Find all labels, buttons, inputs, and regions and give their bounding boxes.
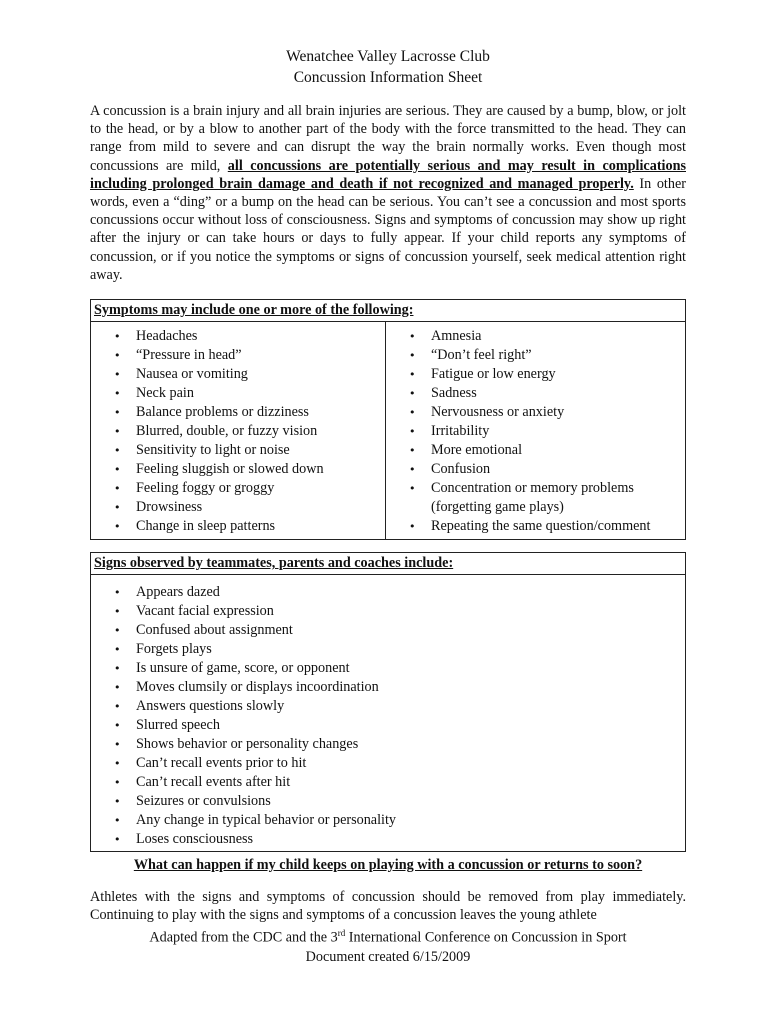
document-title: [90, 46, 686, 88]
list-item: • Vacant facial expression: [99, 602, 677, 621]
document-date: Document created 6/15/2009: [305, 948, 471, 965]
signs-column: [91, 575, 685, 851]
list-item: • More emotional: [394, 441, 677, 460]
list-item: • Appears dazed: [99, 583, 677, 602]
list-item: • Balance problems or dizziness: [99, 403, 377, 422]
list-item: • Confused about assignment: [99, 621, 677, 640]
list-item: • Headaches: [99, 327, 377, 346]
symptoms-columns: [91, 322, 685, 539]
list-item: • Sensitivity to light or noise: [99, 441, 377, 460]
list-item: • Slurred speech: [99, 716, 677, 735]
list-item: • Forgets plays: [99, 640, 677, 659]
symptoms-right-column: [386, 322, 685, 539]
intro-paragraph: [90, 102, 686, 284]
list-item: • “Don’t feel right”: [394, 346, 677, 365]
list-item: • Change in sleep patterns: [99, 517, 377, 536]
list-item: • Irritability: [394, 422, 677, 441]
list-item: • Can’t recall events after hit: [99, 773, 677, 792]
list-item: • Confusion: [394, 460, 677, 479]
list-item: • Seizures or convulsions: [99, 792, 677, 811]
list-item: • Feeling sluggish or slowed down: [99, 460, 377, 479]
list-item: • Nervousness or anxiety: [394, 403, 677, 422]
list-item: • Shows behavior or personality changes: [99, 735, 677, 754]
symptoms-box: [90, 299, 686, 540]
list-item: • Moves clumsily or displays incoordination: [99, 678, 677, 697]
list-item: • “Pressure in head”: [99, 346, 377, 365]
sheet-title: Concussion Information Sheet: [293, 69, 483, 86]
list-item: • Drowsiness: [99, 498, 377, 517]
symptoms-heading: Symptoms may include one or more of the following:: [91, 300, 685, 322]
intro-emphasis: all concussions are potentially serious and may result in complications including prolonged brain damage and death if not recognized and managed properly.: [90, 157, 686, 192]
list-item: • Repeating the same question/comment: [394, 517, 677, 536]
symptoms-left-column: [91, 322, 386, 539]
source-credit: Adapted from the CDC and the 3rd International Conference on Concussion in Sport: [149, 928, 627, 947]
list-item: • Feeling foggy or groggy: [99, 479, 377, 498]
list-item: • Can’t recall events prior to hit: [99, 754, 677, 773]
list-item: • Concentration or memory problems (forgetting game plays): [394, 479, 677, 517]
document-page: [90, 46, 686, 966]
closing-paragraph: Athletes with the signs and symptoms of concussion should be removed from play immediately. Continuing to play with the signs and symptoms of a concussion leaves the young athlete: [90, 889, 686, 924]
list-item: • Loses consciousness: [99, 830, 677, 849]
club-name: Wenatchee Valley Lacrosse Club: [286, 48, 490, 65]
list-item: • Answers questions slowly: [99, 697, 677, 716]
list-item: • Blurred, double, or fuzzy vision: [99, 422, 377, 441]
symptoms-left-list: [99, 327, 377, 536]
footer: [90, 924, 686, 966]
list-item: • Neck pain: [99, 384, 377, 403]
list-item: • Is unsure of game, score, or opponent: [99, 659, 677, 678]
list-item: • Fatigue or low energy: [394, 365, 677, 384]
symptoms-right-list: [394, 327, 677, 536]
intro-text-before: A concussion is a brain injury and all brain injuries are serious. They are caused by a bump, blow, or jolt to the head, or by a blow to another part of the body with the force transmitted to the head. They can range from mild to severe and can disrupt the way the brain normally works. Even though most concussions are mild,: [90, 103, 686, 174]
list-item: • Sadness: [394, 384, 677, 403]
signs-heading: Signs observed by teammates, parents and coaches include:: [91, 553, 685, 575]
question-heading: What can happen if my child keeps on playing with a concussion or returns to soon?: [133, 857, 643, 874]
list-item: • Nausea or vomiting: [99, 365, 377, 384]
signs-column-wrap: [91, 575, 685, 851]
list-item: • Any change in typical behavior or personality: [99, 811, 677, 830]
list-item: • Amnesia: [394, 327, 677, 346]
signs-box: [90, 552, 686, 852]
signs-list: [99, 583, 677, 849]
intro-text-after: In other words, even a “ding” or a bump on the head can be serious. You can’t see a concussion and most sports concussions occur without loss of consciousness. Signs and symptoms of concussion may show up right after the injury or can take hours or days to fully appear. If your child reports any symptoms of concussion, or if you notice the symptoms or signs of concussion yourself, seek medical attention right away.: [90, 175, 686, 283]
